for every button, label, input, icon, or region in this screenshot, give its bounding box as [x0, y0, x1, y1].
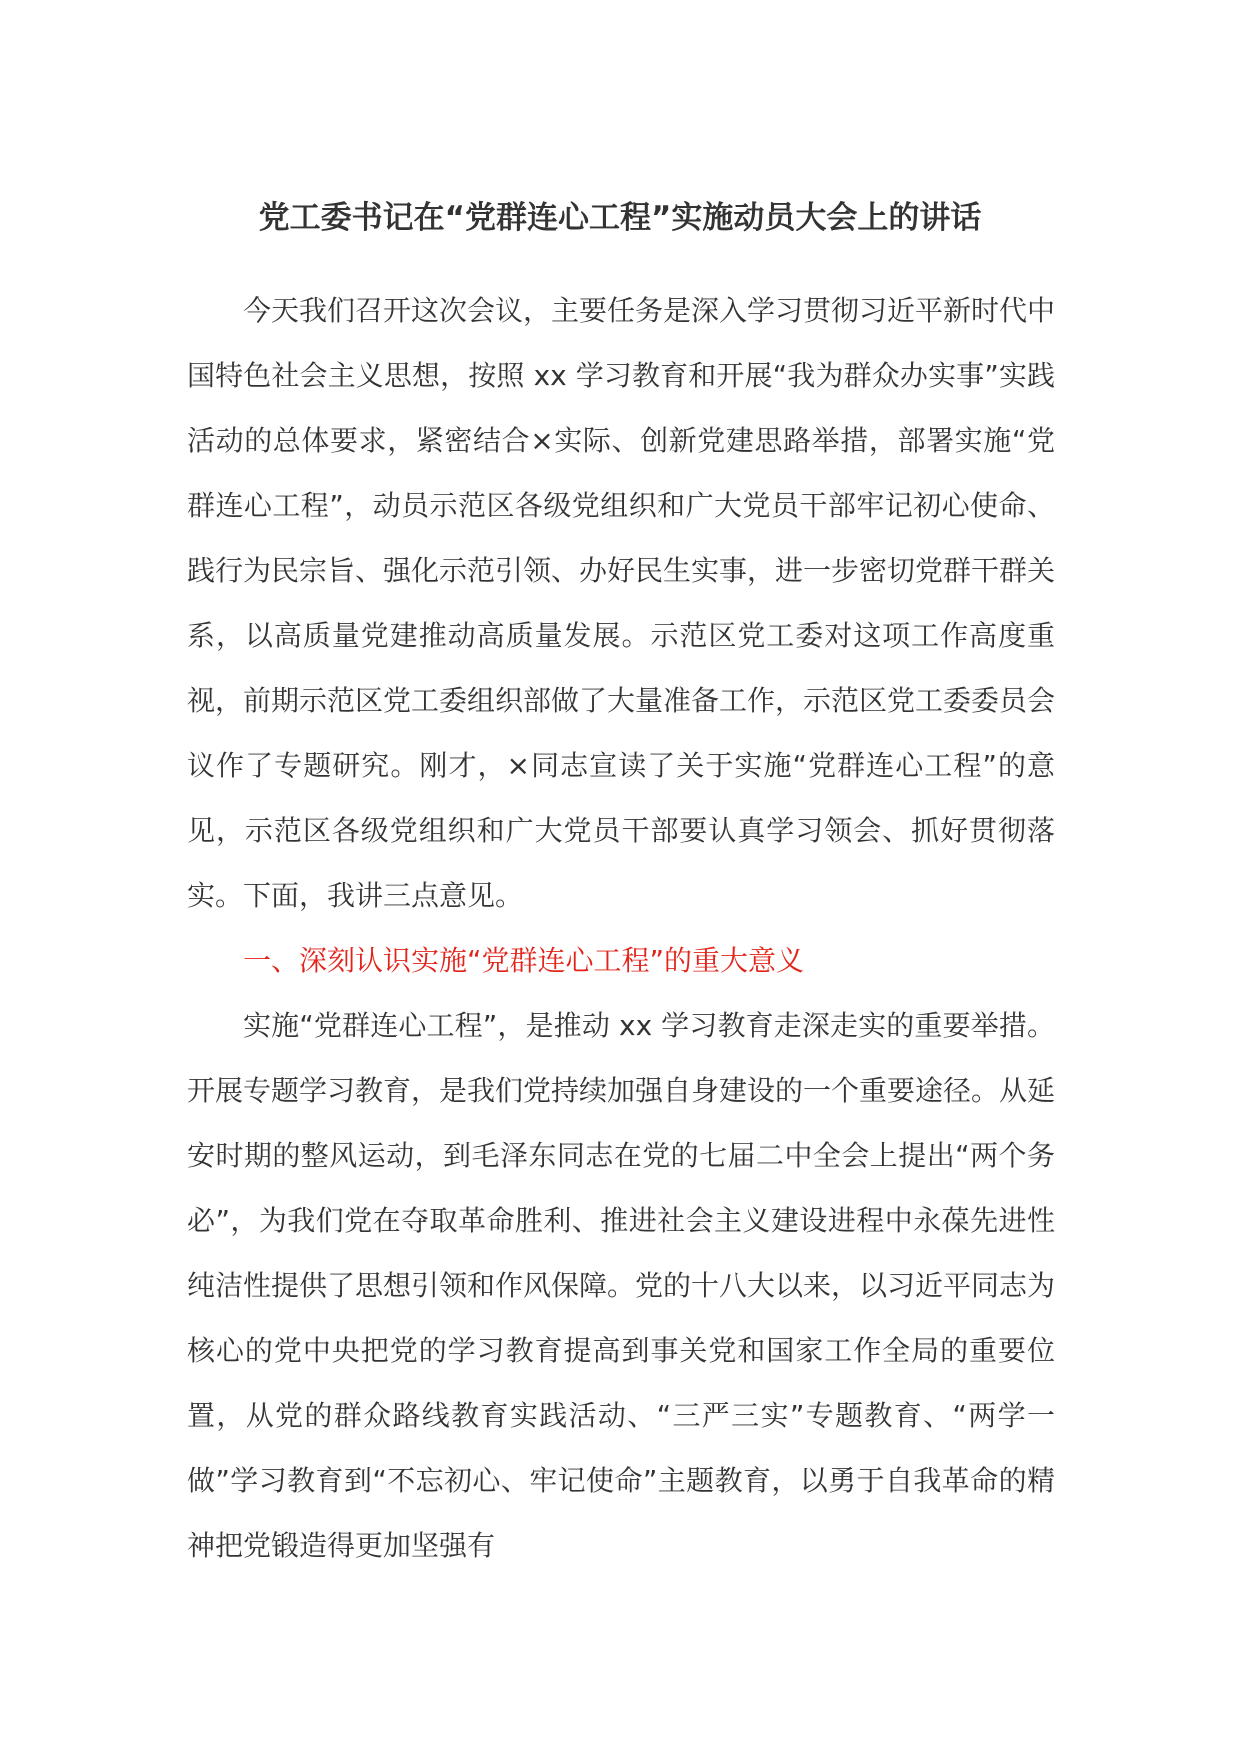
- document-title: 党工委书记在“党群连心工程”实施动员大会上的讲话: [258, 200, 982, 236]
- section-heading-1: 一、深刻认识实施“党群连心工程”的重大意义: [243, 944, 805, 977]
- body-paragraph-1: 今天我们召开这次会议，主要任务是深入学习贯彻习近平新时代中国特色社会主义思想，按照 xx 学习教育和开展“我为群众办实事”实践活动的总体要求，紧密结合×实际、创新党建思路举措，部署实施“党群连心工程”，动员示范区各级党组织和广大党员干部牢记初心使命、践行为民宗旨、强化示范引领、办好民生实事，进一步密切党群干群关系，以高质量党建推动高质量发展。示范区党工委对这项工作高度重视，前期示范区党工委组织部做了大量准备工作，示范区党工委委员会议作了专题研究。刚才，×同志宣读了关于实施“党群连心工程”的意见，示范区各级党组织和广大党员干部要认真学习领会、抓好贯彻落实。下面，我讲三点意见。: [187, 294, 1056, 912]
- body-paragraph-2: 实施“党群连心工程”，是推动 xx 学习教育走深走实的重要举措。开展专题学习教育，是我们党持续加强自身建设的一个重要途径。从延安时期的整风运动，到毛泽东同志在党的七届二中全会上提出“两个务必”，为我们党在夺取革命胜利、推进社会主义建设进程中永葆先进性纯洁性提供了思想引领和作风保障。党的十八大以来，以习近平同志为核心的党中央把党的学习教育提高到事关党和国家工作全局的重要位置，从党的群众路线教育实践活动、“三严三实”专题教育、“两学一做”学习教育到“不忘初心、牢记使命”主题教育，以勇于自我革命的精神把党锻造得更加坚强有: [187, 1009, 1056, 1562]
